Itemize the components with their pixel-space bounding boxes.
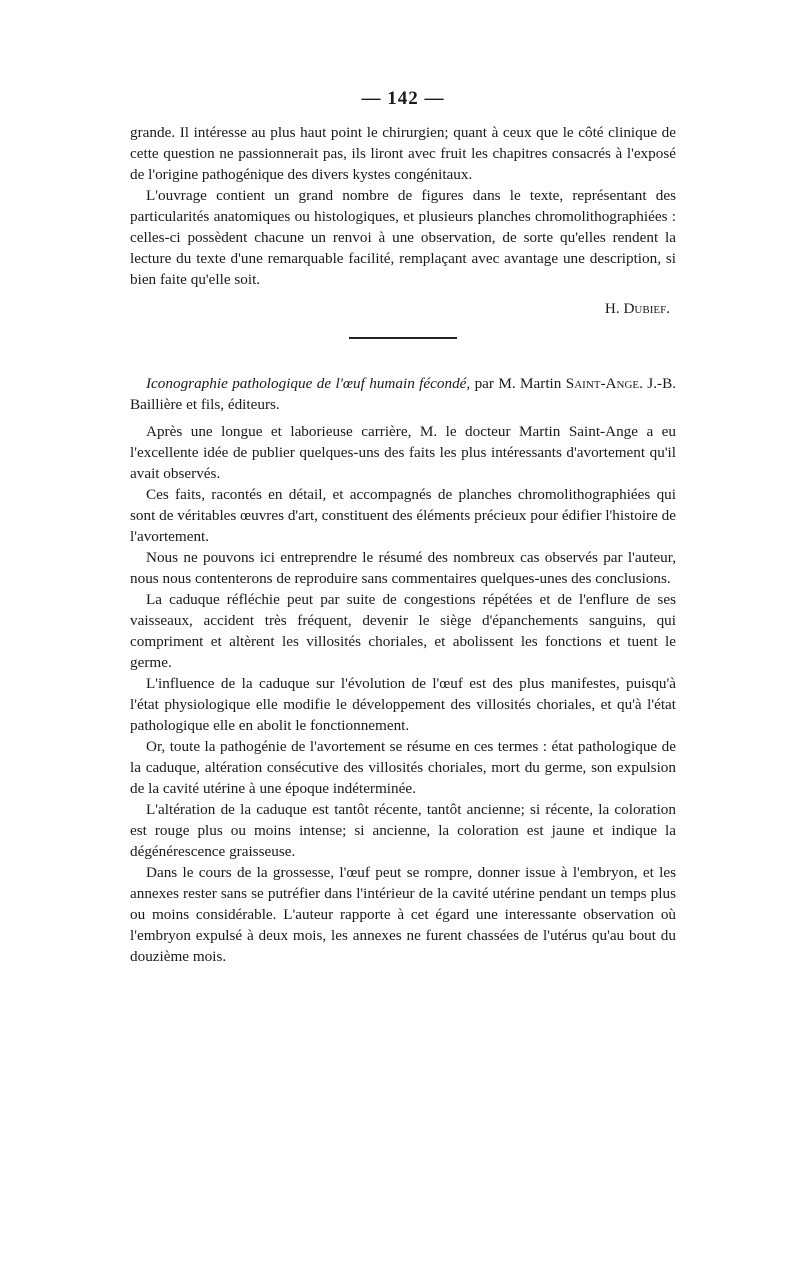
signature: H. Dubief. bbox=[604, 300, 670, 317]
book-title: Iconographie pathologique de l'œuf humain fécondé, bbox=[146, 375, 471, 392]
paragraph: grande. Il intéresse au plus haut point le chirurgien; quant à ceux que le côté clinique de cette question ne passionnerait pas, ils liront avec fruit les chapitres consacrés à l'exposé de l'origine pathogénique des divers kystes congénitaux. bbox=[130, 124, 676, 183]
paragraph: La caduque réfléchie peut par suite de congestions répétées et de l'enflure de ses vaisseaux, accident très fréquent, devenir le siège d'épanchements sanguins, qui compriment et altèrent les villosités choriales, et abolissent les fonctions et tuent le germe. bbox=[130, 591, 676, 671]
paragraph: Nous ne pouvons ici entreprendre le résumé des nombreux cas observés par l'auteur, nous nous contenterons de reproduire sans commentaires quelques-unes des conclusions. bbox=[130, 549, 676, 587]
paragraph: L'ouvrage contient un grand nombre de figures dans le texte, représentant des particularités anatomiques ou histologiques, et plusieurs planches chromolithographiées : celles-ci possèdent chacune un renvoi à une observation, de sorte qu'elles rendent la lecture du texte d'une remarquable facilité, remplaçant avec avantage une description, si bien faite qu'elle soit. bbox=[130, 187, 676, 288]
first-article bbox=[130, 122, 676, 319]
paragraph: Ces faits, racontés en détail, et accompagnés de planches chromolithographiées qui sont de véritables œuvres d'art, constituent des éléments précieux pour édifier l'histoire de l'avortement. bbox=[130, 486, 676, 545]
page bbox=[130, 88, 676, 967]
review-heading bbox=[130, 373, 676, 415]
section-divider bbox=[349, 337, 457, 339]
paragraph: Dans le cours de la grossesse, l'œuf peut se rompre, donner issue à l'embryon, et les annexes rester sans se putréfier dans l'intérieur de la cavité utérine pendant un temps plus ou moins considérable. L'auteur rapporte à cet égard une interessante observation où l'embryon expulsé à deux mois, les annexes ne furent chassées de l'utérus qu'au bout du douzième mois. bbox=[130, 864, 676, 965]
second-article bbox=[130, 373, 676, 967]
review-body bbox=[130, 421, 676, 967]
paragraph: Après une longue et laborieuse carrière, M. le docteur Martin Saint-Ange a eu l'excellente idée de publier quelques-uns des faits les plus intéressants d'avortement qu'il avait observés. bbox=[130, 423, 676, 482]
paragraph: L'influence de la caduque sur l'évolution de l'œuf est des plus manifestes, puisqu'à l'état physiologique elle modifie le développement des villosités choriales, et qu'à l'état pathologique elle en abolit le fonctionnement. bbox=[130, 675, 676, 734]
book-publisher: . J.-B. Baillière et fils, éditeurs. bbox=[130, 375, 676, 413]
book-by: par M. Martin bbox=[470, 375, 566, 392]
book-author: Saint-Ange bbox=[565, 375, 640, 392]
paragraph: L'altération de la caduque est tantôt récente, tantôt ancienne; si récente, la coloration est rouge plus ou moins intense; si ancienne, la coloration est jaune et indique la dégénérescence graisseuse. bbox=[130, 801, 676, 860]
page-number: — 142 — bbox=[361, 88, 445, 109]
paragraph: Or, toute la pathogénie de l'avortement se résume en ces termes : état pathologique de la caduque, altération consécutive des villosités choriales, mort du germe, son expulsion de la cavité utérine à une époque indéterminée. bbox=[130, 738, 676, 797]
